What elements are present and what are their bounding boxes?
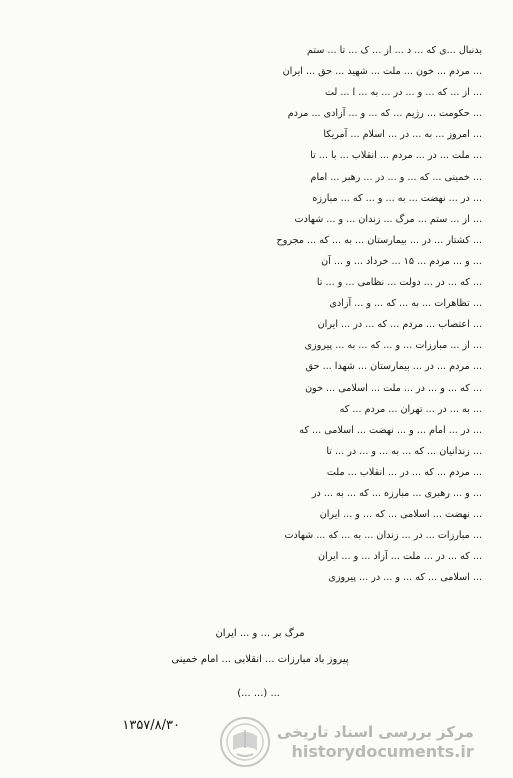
body-line: ... مردم ... در ... بیمارستان ... شهدا ... حق — [305, 361, 482, 373]
document-body — [34, 40, 482, 588]
body-line: ... که ... در ... ملت ... آزاد ... و ... ایران — [318, 551, 482, 563]
body-line: ... که ... در ... دولت ... نظامی ... و ... تا — [316, 277, 482, 289]
body-line: ... در ... امام ... و ... نهضت ... اسلامی ... که — [299, 424, 482, 436]
body-line: ... و ... رهبری ... مبارزه ... که ... به ... در — [311, 487, 482, 499]
document-date: ۱۳۵۷/۸/۳۰ — [122, 718, 180, 733]
body-line: ... از ... ستم ... مرگ ... زندان ... و ... شهادت — [294, 213, 482, 225]
body-line: ... اسلامی ... که ... و ... در ... پیروزی — [328, 572, 482, 584]
body-line: ... که ... و ... در ... ملت ... اسلامی ... خون — [305, 382, 482, 394]
body-line: ... کشتار ... در ... بیمارستان ... به ... که ... مجروح — [276, 234, 482, 246]
body-line: ... در ... نهضت ... به ... و ... که ... مبارزه — [312, 192, 482, 204]
body-line: ... مردم ... که ... در ... انقلاب ... ملت — [326, 466, 482, 478]
body-line: ... اعتصاب ... مردم ... که ... در ... ایران — [317, 319, 482, 331]
signature-line: ... (... ...) — [237, 688, 280, 699]
watermark-title: مرکز بررسی اسناد تاریخی — [277, 722, 474, 741]
body-line: ... از ... مبارزات ... و ... که ... به ... پیروزی — [304, 340, 482, 352]
body-line: ... ملت ... در ... مردم ... انقلاب ... با ... تا — [310, 150, 482, 162]
body-line: ... نهضت ... اسلامی ... که ... و ... ایران — [319, 509, 482, 521]
body-line: ... زندانیان ... که ... به ... و ... در ... تا — [326, 445, 482, 457]
watermark — [219, 714, 505, 770]
body-line: بدنبال ...ی که ... د ... از ... ک ... تا ... ستم — [307, 45, 482, 56]
body-line: ... تظاهرات ... به ... که ... و ... آزادی — [329, 298, 482, 310]
body-line: ... حکومت ... رژیم ... که ... و ... آزادی ... مردم — [287, 108, 482, 120]
archive-logo-icon — [219, 716, 271, 768]
closing-line: مرگ بر ... و ... ایران — [215, 628, 305, 639]
closing-line: پیروز باد مبارزات ... انقلابی ... امام خمینی — [171, 654, 349, 665]
body-line: ... مبارزات ... در ... زندان ... به ... که ... شهادت — [284, 530, 482, 542]
body-line: ... و ... مردم ... ۱۵ ... خرداد ... و ... آن — [321, 255, 482, 267]
body-line: ... خمینی ... که ... و ... در ... رهبر ... امام — [310, 171, 482, 183]
body-line: ... امروز ... به ... در ... اسلام ... آمریکا — [323, 129, 482, 141]
body-line: ... مردم ... خون ... ملت ... شهید ... حق ... ایران — [282, 66, 482, 78]
body-line: ... به ... در ... تهران ... مردم ... که — [339, 403, 482, 415]
watermark-url: historydocuments.ir — [291, 741, 474, 761]
body-line: ... از ... که ... و ... در ... به ... ا ... لت — [324, 87, 482, 99]
